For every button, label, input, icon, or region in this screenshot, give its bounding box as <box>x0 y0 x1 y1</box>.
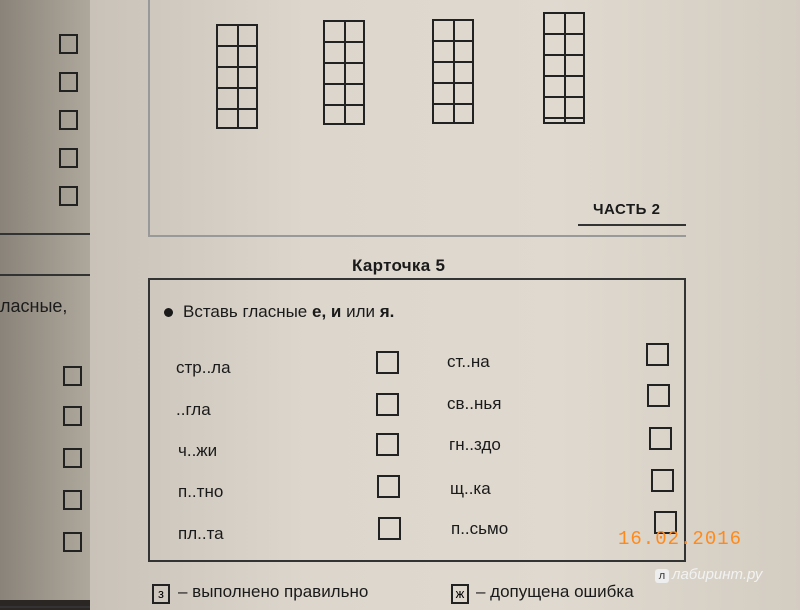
legend-error-box: ж <box>451 584 469 604</box>
word-left-4: п..тно <box>178 482 224 501</box>
legend-correct-text: – выполнено правильно <box>178 582 369 601</box>
word-right-5: п..сьмо <box>451 519 509 538</box>
answer-checkbox-left-3[interactable] <box>376 433 399 456</box>
answer-checkbox-right-2[interactable] <box>647 384 670 407</box>
word-left-3: ч..жи <box>178 441 218 460</box>
letter-grid <box>323 20 365 125</box>
answer-checkbox-left-1[interactable] <box>376 351 399 374</box>
answer-checkbox-left-4[interactable] <box>377 475 400 498</box>
letter-grid <box>216 24 258 129</box>
letter-i: и <box>330 302 342 321</box>
date-stamp: 16.02.2016 <box>618 528 743 550</box>
word-right-3: гн..здо <box>449 435 501 454</box>
left-checkbox <box>59 148 78 168</box>
bullet-icon <box>164 308 173 317</box>
letter-grid <box>432 19 474 124</box>
answer-checkbox-left-2[interactable] <box>376 393 399 416</box>
instruction-text: Вставь гласные <box>183 302 308 321</box>
word-left-1: стр..ла <box>176 358 231 377</box>
watermark-text: лабиринт.ру <box>672 566 763 583</box>
word-right-4: щ..ка <box>450 479 491 498</box>
letter-grid <box>543 12 585 124</box>
left-checkbox <box>59 110 78 130</box>
instruction <box>164 302 394 322</box>
answer-checkbox-right-1[interactable] <box>646 343 669 366</box>
watermark <box>655 566 762 583</box>
left-checkbox <box>59 186 78 206</box>
left-checkbox <box>63 448 82 468</box>
answer-checkbox-left-5[interactable] <box>378 517 401 540</box>
letter-ya: я. <box>379 302 395 321</box>
word-or: или <box>346 302 376 321</box>
letter-e: е, <box>312 302 327 321</box>
left-checkbox <box>59 34 78 54</box>
left-partial-word: ласные, <box>0 296 68 316</box>
answer-checkbox-right-4[interactable] <box>651 469 674 492</box>
labirint-logo-icon: л <box>655 569 669 583</box>
left-checkbox <box>59 72 78 92</box>
left-checkbox <box>63 406 82 426</box>
part-label-underline <box>578 224 686 226</box>
word-right-1: ст..на <box>447 352 490 371</box>
legend-error-text: – допущена ошибка <box>476 582 634 601</box>
word-right-2: св..нья <box>447 394 502 413</box>
word-left-5: пл..та <box>178 524 224 543</box>
left-page-bottom-frame <box>0 274 98 608</box>
left-checkbox <box>63 532 82 552</box>
legend-correct-box: з <box>152 584 170 604</box>
part-label: ЧАСТЬ 2 <box>593 201 661 218</box>
left-checkbox <box>63 366 82 386</box>
card-title: Карточка 5 <box>352 256 446 275</box>
left-page-top-frame <box>0 0 98 235</box>
answer-checkbox-right-3[interactable] <box>649 427 672 450</box>
word-left-2: ..гла <box>176 400 211 419</box>
left-checkbox <box>63 490 82 510</box>
